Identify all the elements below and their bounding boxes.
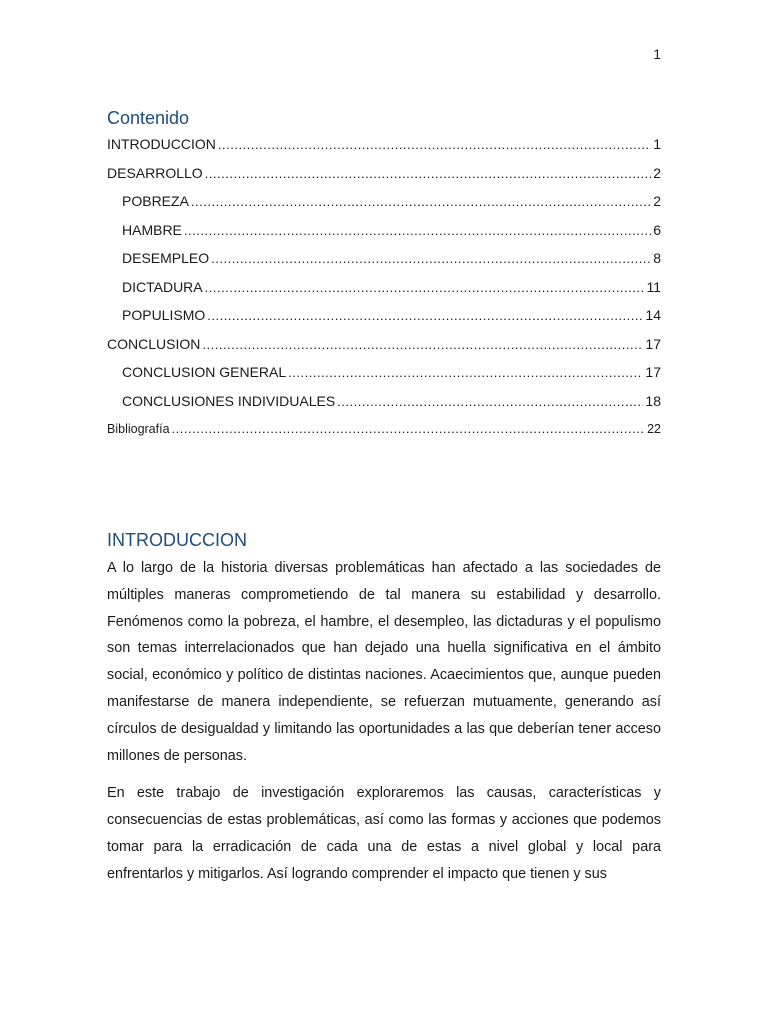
toc-entry-title: DESARROLLO — [107, 164, 203, 181]
toc-entry-page: 14 — [645, 307, 661, 323]
toc-entry-page: 18 — [645, 392, 661, 409]
toc-entry-title: CONCLUSION GENERAL — [122, 364, 287, 380]
body-paragraph: A lo largo de la historia diversas problemáticas han afectado a las sociedades de múltiples maneras comprometiendo de tal manera su estabilidad y desarrollo. Fenómenos como la pobreza, el hambre, el desempleo, las dictaduras y el populismo son temas interrelacionados que han dejado una huella significativa en el ámbito social, económico y político de distintas naciones. Acaecimientos que, aunque pueden manifestarse de manera independiente, se refuerzan mutuamente, generando así círculos de desigualdad y limitando las oportunidades a las que deberían tener acceso millones de personas. — [107, 560, 661, 764]
toc-entry-page: 8 — [653, 250, 661, 266]
toc-dot-leader — [337, 387, 643, 416]
toc-entry-title: POBREZA — [122, 193, 189, 209]
toc-entry-bibliografia[interactable] — [107, 415, 661, 444]
introduction-body — [107, 555, 661, 899]
toc-entry-page: 6 — [653, 221, 661, 238]
toc-entry-dictadura[interactable] — [107, 273, 661, 302]
toc-dot-leader — [202, 330, 643, 359]
toc-dot-leader — [172, 415, 646, 444]
toc-entry-title: CONCLUSION — [107, 335, 201, 352]
toc-entry-conclusion-general[interactable] — [107, 358, 661, 387]
toc-dot-leader — [184, 216, 651, 245]
toc-entry-conclusiones-individuales[interactable] — [107, 387, 661, 416]
toc-entry-page: 11 — [646, 278, 661, 295]
toc-entry-page: 2 — [653, 193, 661, 209]
toc-entry-title: INTRODUCCION — [107, 136, 216, 152]
toc-entry-page: 2 — [653, 164, 661, 181]
toc-dot-leader — [218, 130, 651, 159]
toc-dot-leader — [191, 187, 651, 216]
toc-entry-conclusion[interactable] — [107, 330, 661, 359]
toc-entry-title: HAMBRE — [122, 221, 182, 238]
page-number: 1 — [653, 46, 661, 62]
toc-entry-title: DICTADURA — [122, 278, 203, 295]
toc-entry-pobreza[interactable] — [107, 187, 661, 216]
toc-dot-leader — [205, 273, 645, 302]
toc-heading: Contenido — [107, 108, 190, 128]
toc-entry-page: 1 — [653, 136, 661, 152]
toc-entry-populismo[interactable] — [107, 301, 661, 330]
toc-entry-hambre[interactable] — [107, 216, 661, 245]
toc-dot-leader — [211, 244, 651, 273]
toc-entry-title: DESEMPLEO — [122, 250, 210, 266]
body-paragraph: En este trabajo de investigación exploraremos las causas, características y consecuencias de estas problemáticas, así como las formas y acciones que podemos tomar para la erradicación de cada una de estas a nivel global y local para enfrentarlos y mitigarlos. Así logrando comprender el impacto que tienen y sus — [107, 785, 661, 882]
toc-entry-introduccion[interactable] — [107, 130, 661, 159]
toc-dot-leader — [205, 159, 652, 188]
table-of-contents — [107, 130, 661, 444]
toc-entry-desarrollo[interactable] — [107, 159, 661, 188]
toc-entry-page: 17 — [645, 335, 661, 352]
toc-entry-desempleo[interactable] — [107, 244, 661, 273]
introduction-heading: INTRODUCCION — [107, 530, 247, 550]
toc-entry-page: 17 — [645, 364, 661, 380]
toc-dot-leader — [207, 301, 643, 330]
toc-entry-title: Bibliografía — [107, 422, 170, 436]
toc-entry-page: 22 — [647, 422, 661, 436]
toc-entry-title: CONCLUSIONES INDIVIDUALES — [122, 392, 336, 409]
toc-dot-leader — [288, 358, 643, 387]
toc-entry-title: POPULISMO — [122, 307, 206, 323]
